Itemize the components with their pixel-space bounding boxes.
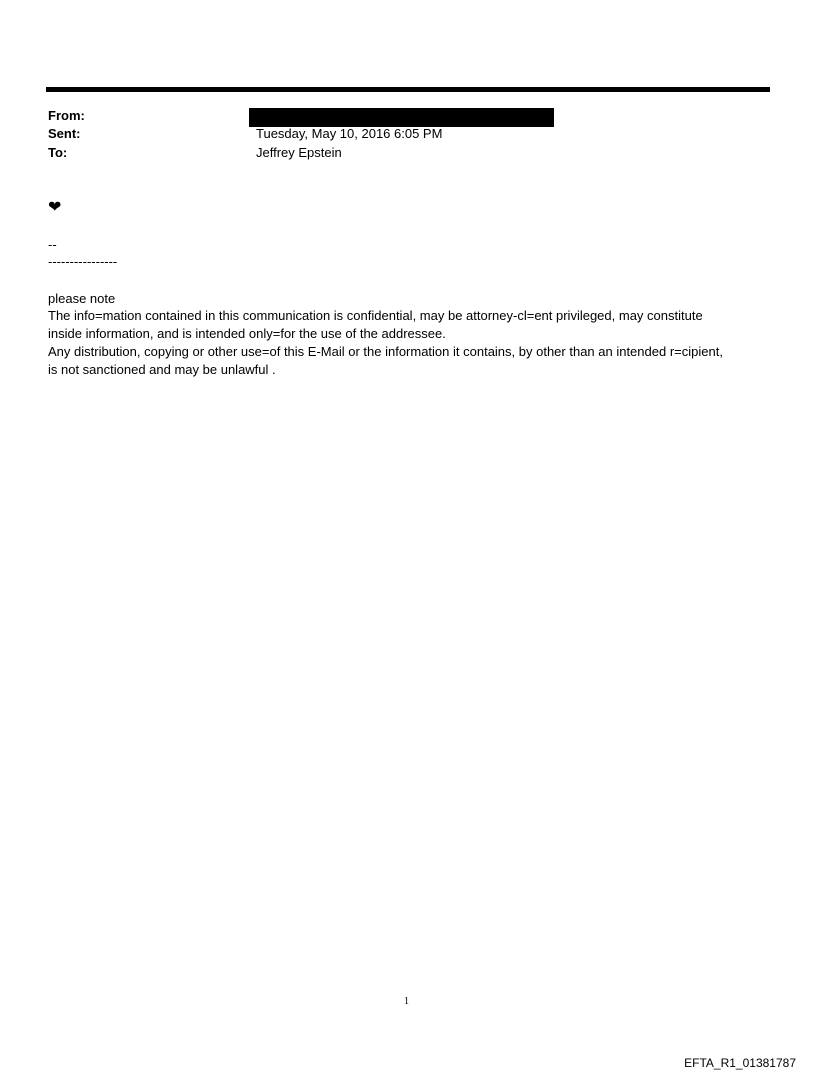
- heart-icon: ❤: [48, 197, 62, 216]
- signature-dash-long: ----------------: [48, 254, 118, 269]
- note-line-2: inside information, and is intended only=for the use of the addressee.: [48, 326, 446, 341]
- sent-label: Sent:: [48, 126, 81, 141]
- note-heading: please note: [48, 291, 116, 306]
- to-label: To:: [48, 145, 68, 160]
- note-line-1: The info=mation contained in this communication is confidential, may be attorney-cl=ent privileged, may constitute: [48, 308, 703, 323]
- header-rule: [46, 87, 770, 92]
- page-number: 1: [404, 996, 409, 1007]
- signature-dash-short: --: [48, 237, 57, 252]
- sent-value: Tuesday, May 10, 2016 6:05 PM: [256, 126, 443, 141]
- note-line-4: is not sanctioned and may be unlawful .: [48, 362, 276, 377]
- from-redaction: [249, 108, 554, 127]
- to-value: Jeffrey Epstein: [256, 145, 342, 160]
- from-label: From:: [48, 108, 85, 123]
- note-line-3: Any distribution, copying or other use=of this E-Mail or the information it contains, by other than an intended r=cipient,: [48, 344, 723, 359]
- document-id: EFTA_R1_01381787: [684, 1056, 796, 1070]
